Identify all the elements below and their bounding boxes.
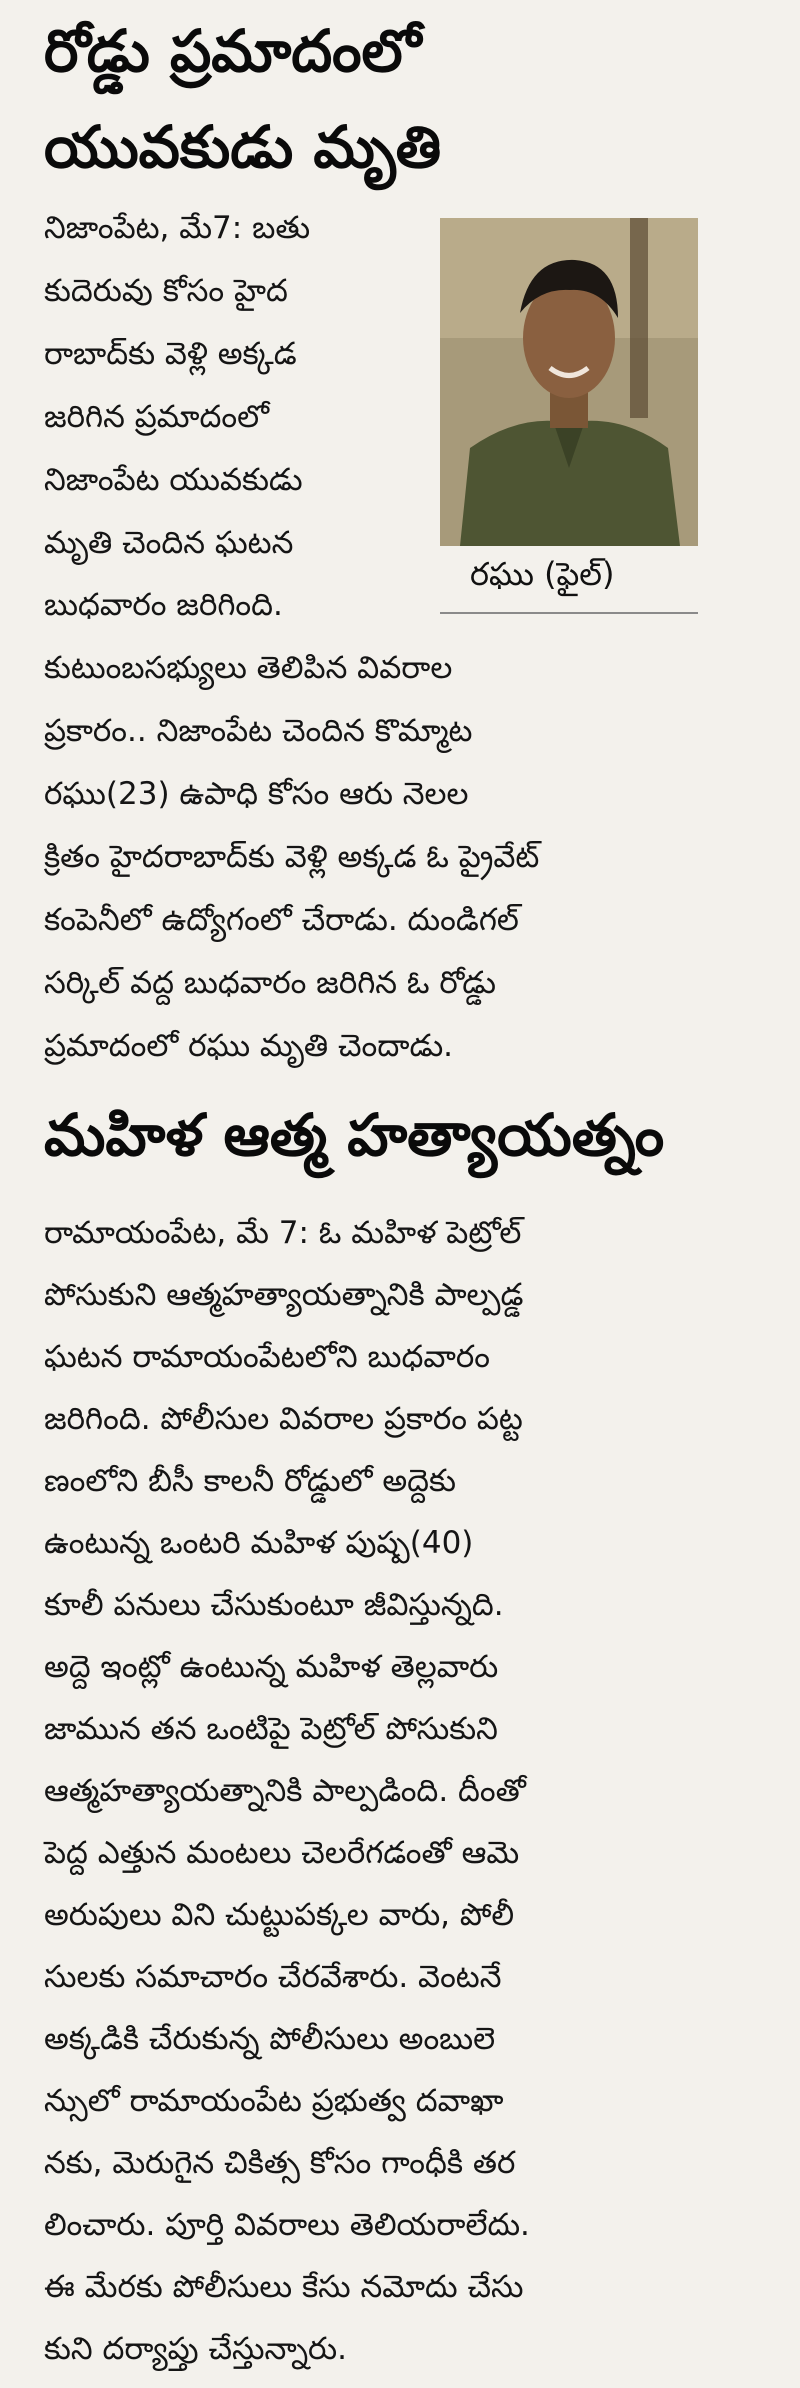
article1-headline-line-2: యువకుడు మృతి [44,113,442,181]
article1-line: ప్రకారం.. నిజాంపేట చెందిన కొమ్మాట [44,713,473,749]
article1-line: కంపెనీలో ఉద్యోగంలో చేరాడు. దుండిగల్ [44,902,519,938]
photo-caption: రఘు (ఫైల్) [470,555,615,593]
article1-line: కుటుంబసభ్యులు తెలిపిన వివరాల [44,650,453,686]
portrait-photo-icon [440,218,698,546]
caption-rule [440,612,698,614]
article1-line: సర్కిల్ వద్ద బుధవారం జరిగిన ఓ రోడ్డు [44,965,496,1001]
article1-line: రఘు(23) ఉపాధి కోసం ఆరు నెలల [44,776,469,812]
article2-line: అద్దె ఇంట్లో ఉంటున్న మహిళ తెల్లవారు [44,1649,499,1685]
article2-line: కుని దర్యాప్తు చేస్తున్నారు. [44,2331,348,2367]
article1-headline-line-1: రోడ్డు ప్రమాదంలో [44,17,422,85]
article1-line: బుధవారం జరిగింది. [44,587,283,623]
article2-line: అరుపులు విని చుట్టుపక్కల వారు, పోలీ [44,1897,515,1933]
article2-line: ఘటన రామాయంపేటలోని బుధవారం [44,1339,490,1375]
article2-line: రామాయంపేట, మే 7: ఓ మహిళ పెట్రోల్ [44,1215,522,1251]
article2-line: జరిగింది. పోలీసుల వివరాల ప్రకారం పట్ట [44,1401,523,1437]
article2-line: నకు, మెరుగైన చికిత్స కోసం గాంధీకి తర [44,2145,516,2181]
article2-line: న్సులో రామాయంపేట ప్రభుత్వ దవాఖా [44,2083,504,2119]
article2-line: కూలీ పనులు చేసుకుంటూ జీవిస్తున్నది. [44,1587,504,1623]
article2-line: ఈ మేరకు పోలీసులు కేసు నమోదు చేసు [44,2269,524,2305]
article2-line: ణంలోని బీసీ కాలనీ రోడ్డులో అద్దెకు [44,1463,456,1499]
article2-line: పెద్ద ఎత్తున మంటలు చెలరేగడంతో ఆమె [44,1835,520,1871]
article2-line: పోసుకుని ఆత్మహత్యాయత్నానికి పాల్పడ్డ [44,1277,524,1313]
article1-line: కుదెరువు కోసం హైద [44,273,288,309]
article1-line: రాబాద్‌కు వెళ్లి అక్కడ [44,336,297,372]
article2-line: లించారు. పూర్తి వివరాలు తెలియరాలేదు. [44,2207,530,2243]
article1-line: ప్రమాదంలో రఘు మృతి చెందాడు. [44,1028,454,1064]
article1-line: నిజాంపేట యువకుడు [44,462,303,498]
article1-line: క్రితం హైదరాబాద్‌కు వెళ్లి అక్కడ ఓ ప్రైవేట్ [44,839,540,875]
article2-line: అక్కడికి చేరుకున్న పోలీసులు అంబులె [44,2021,496,2057]
article1-line: మృతి చెందిన ఘటన [44,525,294,561]
article2-line: ఆత్మహత్యాయత్నానికి పాల్పడింది. దీంతో [44,1773,526,1809]
article2-line: ఉంటున్న ఒంటరి మహిళ పుష్ప(40) [44,1525,474,1561]
article2-line: జామున తన ఒంటిపై పెట్రోల్ పోసుకుని [44,1711,498,1747]
article2-headline: మహిళ ఆత్మ హత్యాయత్నం [44,1101,665,1169]
article2-line: సులకు సమాచారం చేరవేశారు. వెంటనే [44,1959,502,1995]
article1-line: జరిగిన ప్రమాదంలో [44,399,270,435]
article1-line: నిజాంపేట, మే7: బతు [44,210,311,246]
article1-photo [440,218,698,546]
